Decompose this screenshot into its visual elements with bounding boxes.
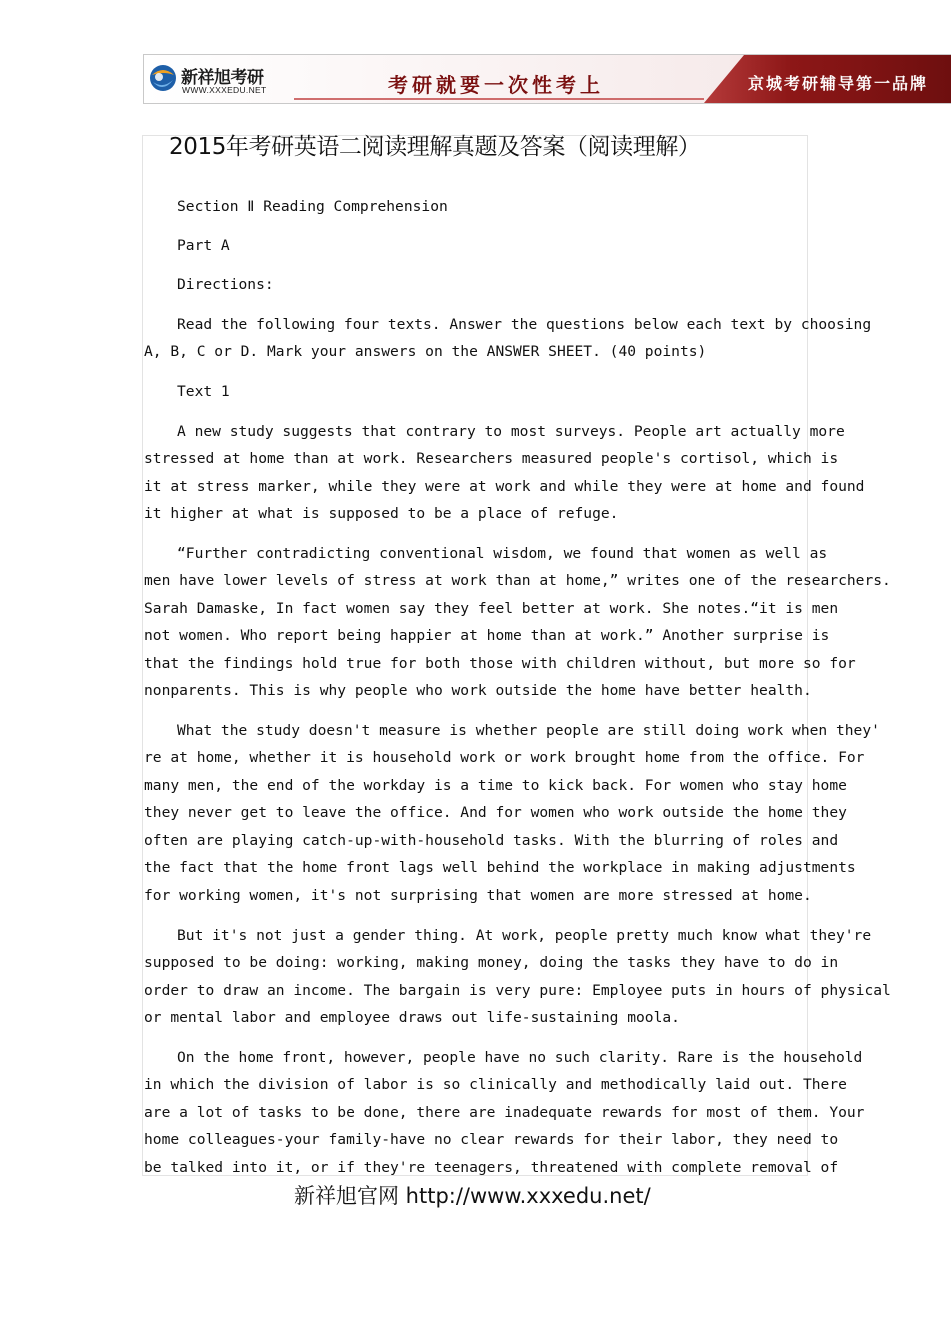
text-line: But it's not just a gender thing. At work, people pretty much know what they're bbox=[177, 927, 872, 944]
text-line: it higher at what is supposed to be a place of refuge. bbox=[144, 505, 619, 522]
text-line: are a lot of tasks to be done, there are inadequate rewards for most of them. Your bbox=[144, 1104, 865, 1121]
globe-icon bbox=[148, 63, 178, 93]
text-line: it at stress marker, while they were at work and while they were at home and found bbox=[144, 478, 865, 495]
text-line: What the study doesn't measure is whether people are still doing work when they' bbox=[177, 722, 880, 739]
text-line: for working women, it's not surprising that women are more stressed at home. bbox=[144, 887, 812, 904]
text-line: nonparents. This is why people who work outside the home have better health. bbox=[144, 682, 812, 699]
banner-slogan: 考研就要一次性考上 bbox=[388, 73, 604, 97]
footer-website[interactable]: 新祥旭官网 http://www.xxxedu.net/ bbox=[294, 1184, 651, 1208]
text-line: in which the division of labor is so clinically and methodically laid out. There bbox=[144, 1076, 847, 1093]
header-banner bbox=[143, 54, 951, 104]
text-line: that the findings hold true for both those with children without, but more so for bbox=[144, 655, 856, 672]
page-title: 2015年考研英语二阅读理解真题及答案（阅读理解） bbox=[169, 134, 701, 160]
text-line: or mental labor and employee draws out life-sustaining moola. bbox=[144, 1009, 680, 1026]
text-line: Sarah Damaske, In fact women say they feel better at work. She notes.“it is men bbox=[144, 600, 839, 617]
text-line: they never get to leave the office. And for women who work outside the home they bbox=[144, 804, 847, 821]
text-line: the fact that the home front lags well behind the workplace in making adjustments bbox=[144, 859, 856, 876]
text-line: re at home, whether it is household work or work brought home from the office. For bbox=[144, 749, 865, 766]
text-line: Directions: bbox=[177, 276, 274, 293]
text-line: Text 1 bbox=[177, 383, 230, 400]
text-line: be talked into it, or if they're teenagers, threatened with complete removal of bbox=[144, 1159, 839, 1176]
text-line: Part A bbox=[177, 237, 230, 254]
document-body bbox=[144, 194, 891, 1184]
text-line: often are playing catch-up-with-household tasks. With the blurring of roles and bbox=[144, 832, 839, 849]
logo-name: 新祥旭考研 bbox=[181, 68, 264, 88]
text-line: On the home front, however, people have no such clarity. Rare is the household bbox=[177, 1049, 863, 1066]
text-line: A, B, C or D. Mark your answers on the ANSWER SHEET. (40 points) bbox=[144, 343, 707, 360]
text-line: men have lower levels of stress at work than at home,” writes one of the researchers. bbox=[144, 572, 891, 589]
logo-url: WWW.XXXEDU.NET bbox=[182, 85, 267, 95]
text-line: many men, the end of the workday is a time to kick back. For women who stay home bbox=[144, 777, 847, 794]
text-line: home colleagues-your family-have no clear rewards for their labor, they need to bbox=[144, 1131, 839, 1148]
text-line: “Further contradicting conventional wisdom, we found that women as well as bbox=[177, 545, 828, 562]
banner-tagline: 京城考研辅导第一品牌 bbox=[748, 74, 929, 93]
text-line: A new study suggests that contrary to most surveys. People art actually more bbox=[177, 423, 845, 440]
text-line: not women. Who report being happier at home than at work.” Another surprise is bbox=[144, 627, 830, 644]
text-line: Read the following four texts. Answer the questions below each text by choosing bbox=[177, 316, 872, 333]
brand-logo[interactable] bbox=[148, 61, 298, 101]
text-line: stressed at home than at work. Researchers measured people's cortisol, which is bbox=[144, 450, 839, 467]
text-line: order to draw an income. The bargain is very pure: Employee puts in hours of physical bbox=[144, 982, 891, 999]
text-line: supposed to be doing: working, making money, doing the tasks they have to do in bbox=[144, 954, 839, 971]
text-line: Section Ⅱ Reading Comprehension bbox=[177, 198, 448, 215]
